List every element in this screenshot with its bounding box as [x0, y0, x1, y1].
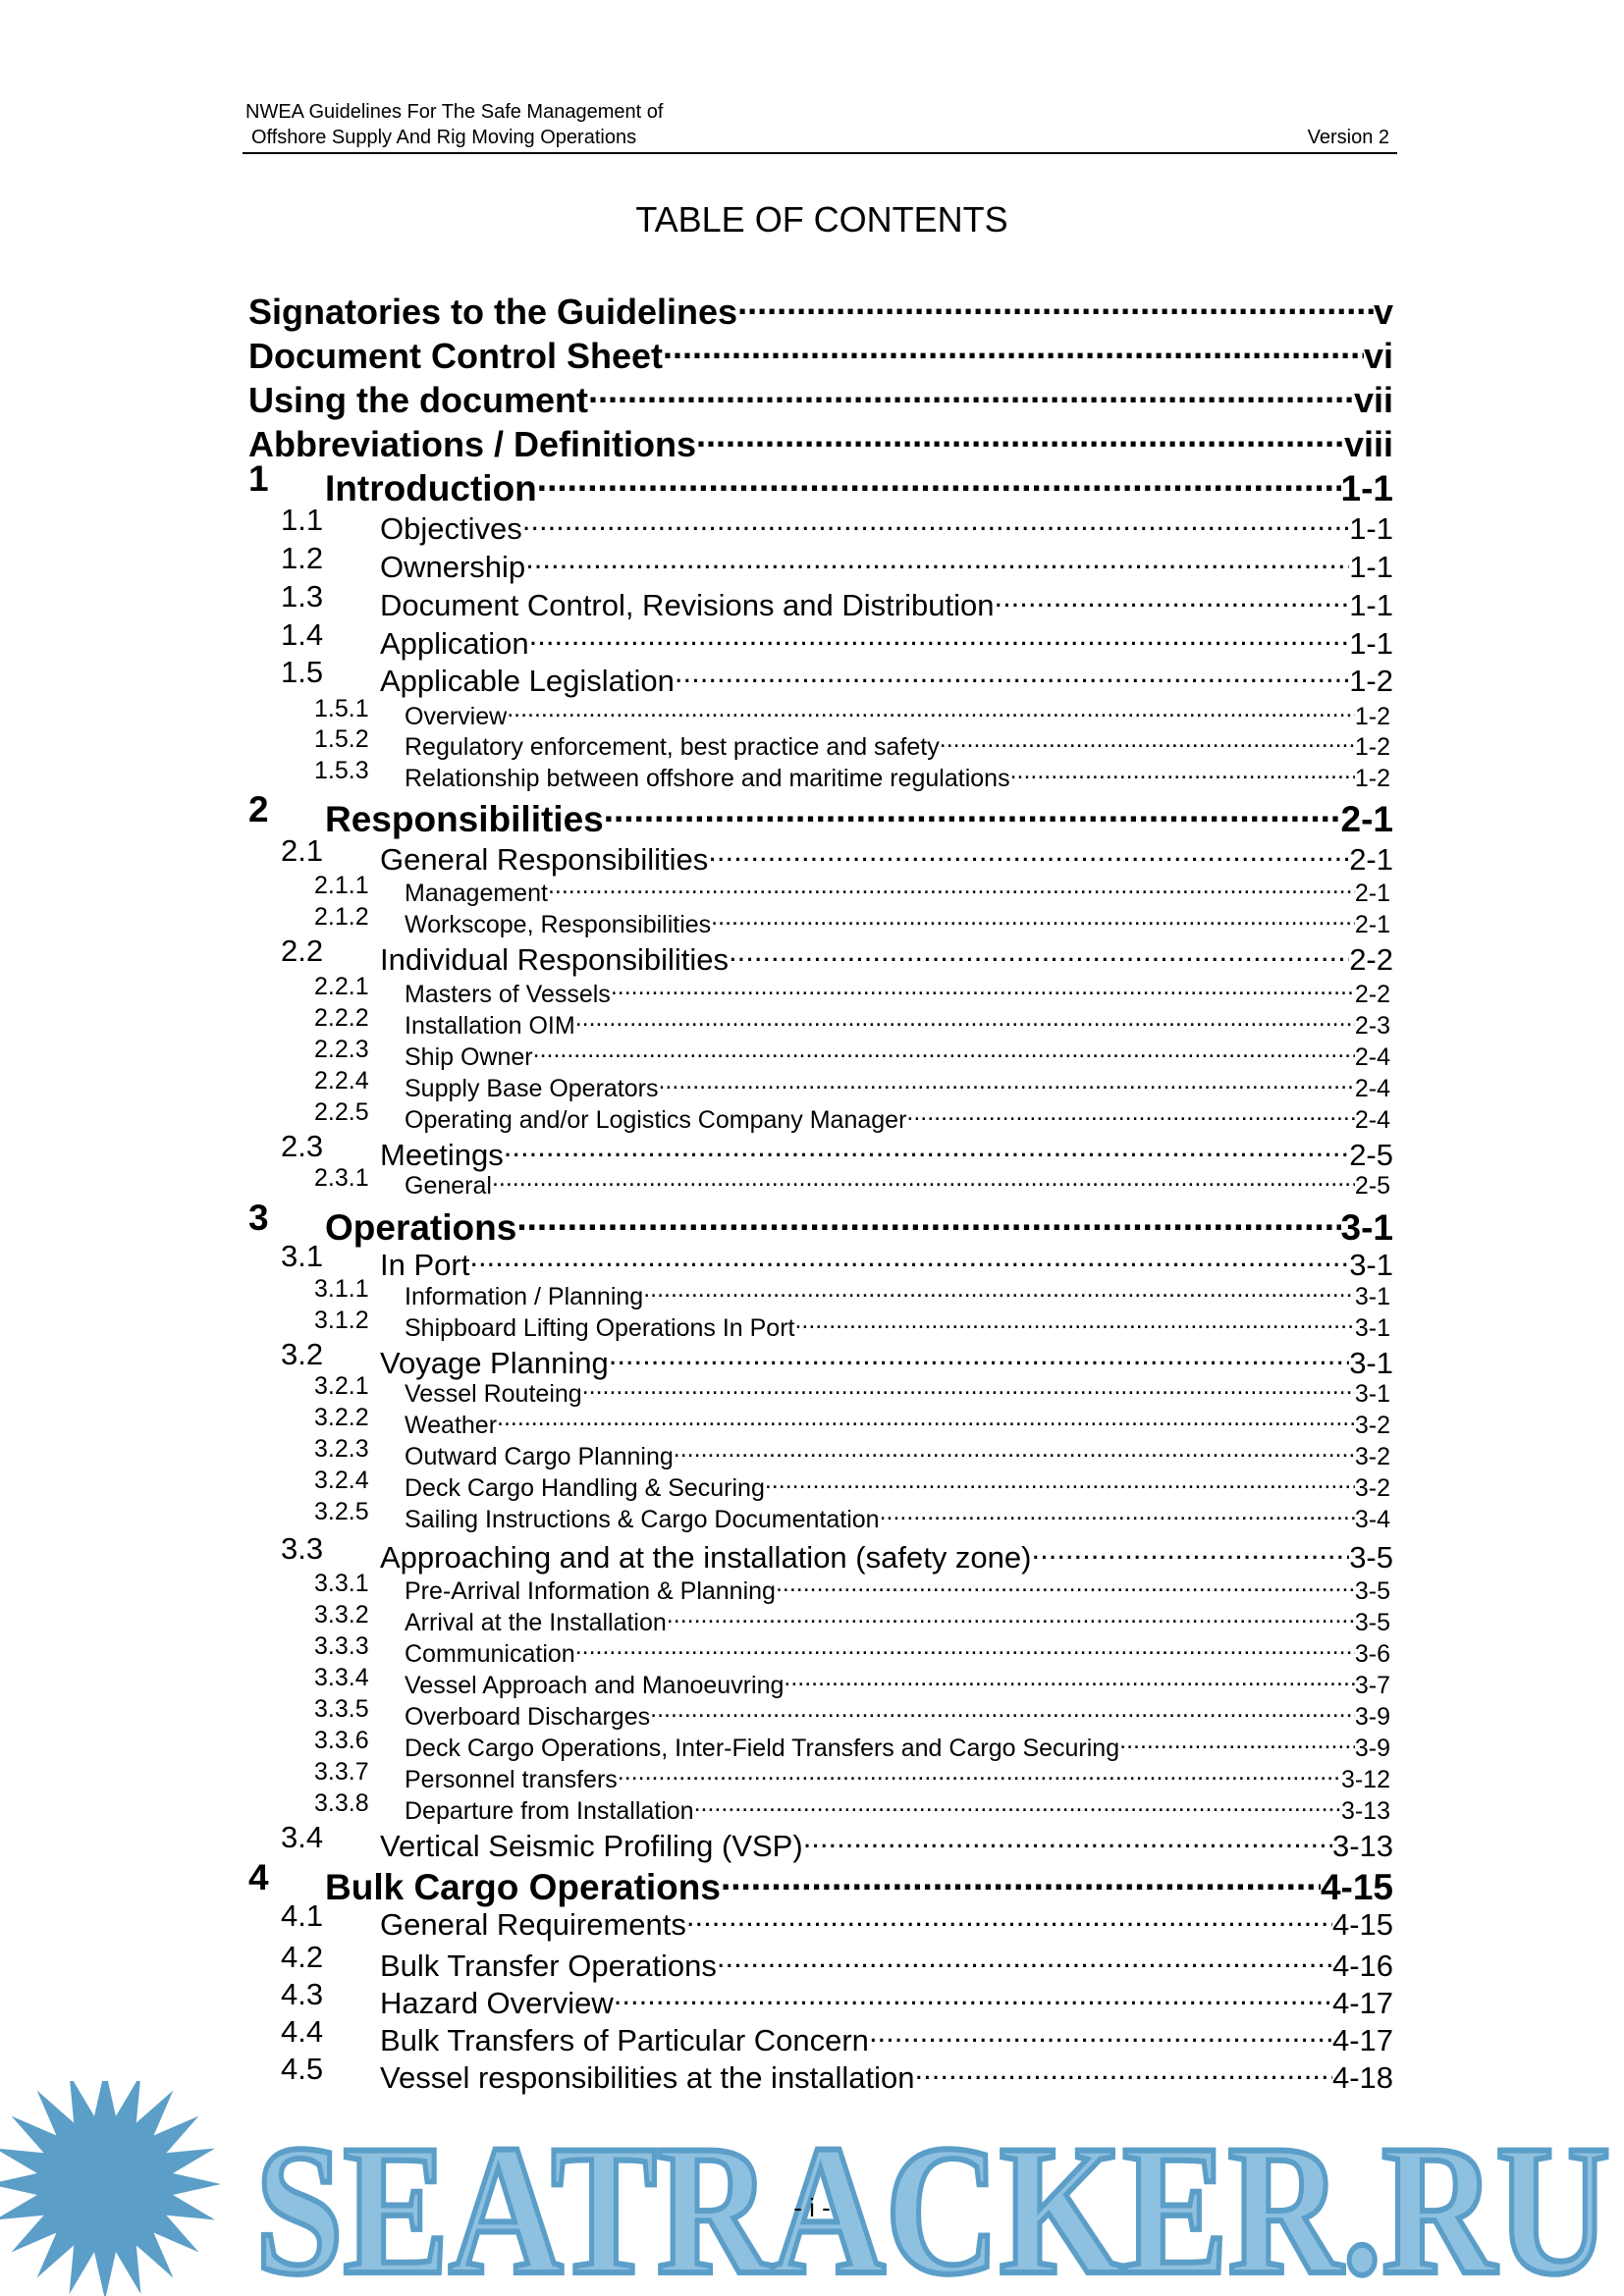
dot-leader — [614, 1976, 1332, 2013]
dot-leader — [611, 971, 1355, 1002]
toc-entry-page: 4-18 — [1331, 2060, 1393, 2095]
dot-leader — [469, 1238, 1349, 1275]
dot-leader — [643, 1273, 1355, 1305]
toc-subsection-entry[interactable] — [405, 901, 1390, 938]
toc-section-entry[interactable] — [380, 1976, 1393, 2020]
toc-entry-number: 3.1 — [281, 1239, 324, 1273]
toc-entry-page: 1-1 — [1349, 588, 1393, 622]
toc-entry-page: 3-4 — [1354, 1506, 1390, 1533]
toc-entry-title: Departure from Installation — [405, 1797, 694, 1825]
dot-leader — [765, 1465, 1355, 1496]
toc-subsection-entry[interactable] — [405, 1162, 1390, 1200]
toc-entry-number: 3.2.4 — [314, 1467, 369, 1494]
toc-section-entry[interactable] — [380, 1128, 1393, 1172]
toc-entry-title: General Responsibilities — [380, 842, 709, 877]
toc-entry-title: Arrival at the Installation — [405, 1609, 667, 1636]
toc-entry-number: 2.3.1 — [314, 1164, 369, 1192]
dot-leader — [575, 1630, 1355, 1662]
toc-section-entry[interactable] — [380, 1819, 1393, 1863]
toc-entry-number: 3 — [248, 1198, 269, 1238]
header-version: Version 2 — [1307, 127, 1389, 148]
toc-entry-number: 1.4 — [281, 617, 324, 652]
dot-leader — [618, 1756, 1341, 1788]
toc-entry-title: Sailing Instructions & Cargo Documentation — [405, 1506, 880, 1533]
toc-subsection-entry[interactable] — [405, 1273, 1390, 1310]
toc-entry-number: 2.2.5 — [314, 1098, 369, 1126]
toc-entry-title: Weather — [405, 1412, 498, 1439]
toc-entry-number: 2.2.3 — [314, 1036, 369, 1063]
toc-entry-number: 3.3.7 — [314, 1758, 369, 1786]
toc-entry-number: 3.3.6 — [314, 1727, 369, 1754]
page-number: - i - — [793, 2193, 831, 2222]
toc-entry-number: 3.3.2 — [314, 1601, 369, 1629]
watermark-text: SEATRACKER.RU — [255, 2108, 1610, 2296]
dot-leader — [675, 654, 1349, 691]
toc-subsection-entry[interactable] — [405, 1496, 1390, 1533]
toc-entry-title: Masters of Vessels — [405, 981, 611, 1008]
toc-entry-number: 2.2.2 — [314, 1004, 369, 1032]
toc-subsection-entry[interactable] — [405, 1002, 1390, 1040]
toc-entry-number: 3.3.5 — [314, 1695, 369, 1723]
toc-entry-number: 3.2.2 — [314, 1404, 369, 1431]
toc-entry-title: Operations — [325, 1207, 517, 1248]
toc-entry-title: Ship Owner — [405, 1043, 533, 1071]
toc-section-entry[interactable] — [380, 1530, 1393, 1575]
toc-entry-page: 1-2 — [1354, 765, 1390, 792]
toc-chapter-entry[interactable] — [325, 457, 1393, 508]
toc-entry-title: Supply Base Operators — [405, 1075, 659, 1102]
toc-entry-title: Hazard Overview — [380, 1986, 614, 2020]
toc-entry-number: 3.3.3 — [314, 1632, 369, 1660]
toc-entry-number: 2.1.1 — [314, 872, 369, 899]
toc-section-entry[interactable] — [380, 616, 1393, 661]
dot-leader — [994, 578, 1349, 615]
toc-entry-title: Vertical Seismic Profiling (VSP) — [380, 1829, 803, 1863]
dot-leader — [869, 2013, 1332, 2051]
dot-leader — [721, 1856, 1321, 1899]
toc-entry-title: Bulk Cargo Operations — [325, 1867, 721, 1907]
dot-leader — [492, 1162, 1355, 1194]
toc-entry-page: 3-9 — [1354, 1703, 1390, 1731]
toc-entry-number: 4.3 — [281, 1977, 324, 2011]
toc-entry-number: 2.1.2 — [314, 903, 369, 931]
toc-entry-page: 3-9 — [1354, 1735, 1390, 1762]
toc-entry-page: 4-15 — [1320, 1867, 1393, 1907]
toc-entry-page: 1-1 — [1349, 626, 1393, 661]
toc-entry-number: 2.2.1 — [314, 973, 369, 1000]
toc-entry-page: 3-1 — [1354, 1314, 1390, 1342]
toc-front-matter-entry[interactable] — [248, 369, 1393, 420]
toc-entry-page: 1-2 — [1354, 703, 1390, 730]
toc-entry-page: 3-2 — [1354, 1412, 1390, 1439]
toc-entry-number: 2.2.4 — [314, 1067, 369, 1095]
toc-entry-page: 3-1 — [1354, 1283, 1390, 1310]
toc-title: TABLE OF CONTENTS — [635, 199, 1008, 240]
dot-leader — [548, 870, 1355, 901]
dot-leader — [696, 413, 1344, 456]
toc-entry-number: 3.4 — [281, 1820, 324, 1854]
toc-subsection-entry[interactable] — [405, 870, 1390, 907]
dot-leader — [729, 933, 1349, 970]
toc-entry-page: 4-17 — [1331, 1986, 1393, 2020]
toc-entry-number: 3.1.1 — [314, 1275, 369, 1303]
toc-entry-page: 2-1 — [1354, 880, 1390, 907]
dot-leader — [504, 1128, 1349, 1165]
toc-section-entry[interactable] — [380, 1939, 1393, 1983]
dot-leader — [1119, 1725, 1355, 1756]
toc-entry-page: viii — [1343, 424, 1393, 464]
toc-chapter-entry[interactable] — [325, 1856, 1393, 1907]
sun-logo-icon — [0, 2081, 221, 2296]
toc-entry-title: Document Control Sheet — [248, 336, 664, 376]
dot-leader — [604, 788, 1341, 831]
toc-entry-title: Ownership — [380, 550, 526, 584]
dot-leader — [609, 1336, 1349, 1373]
toc-subsection-entry[interactable] — [405, 693, 1390, 730]
toc-entry-page: 3-13 — [1340, 1797, 1390, 1825]
toc-entry-page: 1-1 — [1340, 468, 1393, 508]
dot-leader — [516, 1197, 1340, 1240]
toc-subsection-entry[interactable] — [405, 1599, 1390, 1636]
toc-entry-number: 1.2 — [281, 541, 324, 575]
toc-entry-title: Approaching and at the installation (safety zone) — [380, 1540, 1032, 1575]
toc-section-entry[interactable] — [380, 933, 1393, 977]
toc-front-matter-entry[interactable] — [248, 413, 1393, 464]
toc-entry-title: Using the document — [248, 380, 589, 420]
watermark — [0, 2081, 1624, 2296]
dot-leader — [880, 1496, 1355, 1527]
dot-leader — [737, 281, 1374, 324]
toc-entry-number: 1.3 — [281, 579, 324, 614]
toc-subsection-entry[interactable] — [405, 1096, 1390, 1134]
toc-subsection-entry[interactable] — [405, 1788, 1390, 1825]
toc-entry-number: 2.1 — [281, 833, 324, 868]
toc-entry-page: 1-2 — [1349, 664, 1393, 698]
toc-entry-title: Overboard Discharges — [405, 1703, 651, 1731]
toc-entry-title: General — [405, 1172, 492, 1200]
dot-leader — [784, 1662, 1354, 1693]
toc-entry-number: 1.5.3 — [314, 757, 369, 784]
toc-subsection-entry[interactable] — [405, 1305, 1390, 1342]
toc-entry-page: 3-1 — [1349, 1346, 1393, 1380]
toc-entry-number: 2.2 — [281, 934, 324, 968]
toc-entry-page: 1-1 — [1349, 511, 1393, 546]
toc-entry-title: Objectives — [380, 511, 522, 546]
toc-entry-title: Applicable Legislation — [380, 664, 675, 698]
toc-section-entry[interactable] — [380, 1897, 1393, 1942]
toc-entry-title: Overview — [405, 703, 508, 730]
toc-entry-title: Deck Cargo Handling & Securing — [405, 1474, 765, 1502]
toc-subsection-entry[interactable] — [405, 1756, 1390, 1793]
toc-subsection-entry[interactable] — [405, 1693, 1390, 1731]
toc-subsection-entry[interactable] — [405, 1630, 1390, 1668]
toc-entry-page: 2-2 — [1354, 981, 1390, 1008]
toc-entry-page: 4-17 — [1331, 2023, 1393, 2057]
dot-leader — [582, 1370, 1355, 1402]
toc-entry-page: 3-13 — [1331, 1829, 1393, 1863]
dot-leader — [694, 1788, 1341, 1819]
toc-subsection-entry[interactable] — [405, 1662, 1390, 1699]
toc-entry-title: Workscope, Responsibilities — [405, 911, 712, 938]
toc-entry-title: Relationship between offshore and maritime regulations — [405, 765, 1010, 792]
dot-leader — [667, 1599, 1355, 1630]
dot-leader — [507, 693, 1355, 724]
toc-entry-page: 3-7 — [1354, 1672, 1390, 1699]
toc-chapter-entry[interactable] — [325, 788, 1393, 839]
toc-entry-title: Information / Planning — [405, 1283, 644, 1310]
toc-section-entry[interactable] — [380, 654, 1393, 698]
toc-section-entry[interactable] — [380, 540, 1393, 584]
toc-entry-number: 1 — [248, 458, 269, 499]
toc-entry-page: 2-4 — [1354, 1075, 1390, 1102]
toc-entry-number: 3.2 — [281, 1337, 324, 1371]
dot-leader — [711, 901, 1355, 933]
toc-entry-page: 2-4 — [1354, 1106, 1390, 1134]
toc-entry-number: 3.3.8 — [314, 1789, 369, 1817]
toc-entry-number: 3.3 — [281, 1531, 324, 1566]
toc-section-entry[interactable] — [380, 2013, 1393, 2057]
toc-entry-title: Vessel Approach and Manoeuvring — [405, 1672, 785, 1699]
toc-entry-title: Document Control, Revisions and Distribution — [380, 588, 995, 622]
toc-entry-number: 1.5.2 — [314, 725, 369, 753]
toc-entry-number: 2.3 — [281, 1129, 324, 1163]
toc-entry-title: Communication — [405, 1640, 575, 1668]
toc-entry-page: 3-2 — [1354, 1474, 1390, 1502]
toc-entry-page: 3-2 — [1354, 1443, 1390, 1470]
toc-entry-number: 1.5 — [281, 655, 324, 689]
toc-subsection-entry[interactable] — [405, 755, 1390, 792]
dot-leader — [940, 723, 1355, 755]
toc-entry-number: 1.5.1 — [314, 695, 369, 722]
toc-front-matter-entry[interactable] — [248, 281, 1393, 332]
toc-entry-number: 2 — [248, 789, 269, 829]
toc-entry-number: 3.2.3 — [314, 1435, 369, 1463]
toc-entry-page: 3-6 — [1354, 1640, 1390, 1668]
dot-leader — [1010, 755, 1355, 786]
toc-entry-title: Pre-Arrival Information & Planning — [405, 1577, 776, 1605]
toc-subsection-entry[interactable] — [405, 723, 1390, 761]
toc-entry-number: 4.1 — [281, 1898, 324, 1933]
toc-entry-title: Installation OIM — [405, 1012, 575, 1040]
dot-leader — [674, 1433, 1355, 1465]
toc-entry-title: Introduction — [325, 468, 537, 508]
toc-entry-page: 4-15 — [1331, 1907, 1393, 1942]
dot-leader — [525, 540, 1349, 577]
toc-entry-page: 1-1 — [1349, 550, 1393, 584]
toc-entry-title: Bulk Transfer Operations — [380, 1949, 717, 1983]
toc-entry-number: 1.1 — [281, 503, 324, 537]
toc-entry-title: Meetings — [380, 1138, 504, 1172]
dot-leader — [650, 1693, 1355, 1725]
dot-leader — [663, 325, 1364, 368]
toc-entry-number: 3.2.1 — [314, 1372, 369, 1400]
toc-entry-title: Responsibilities — [325, 799, 604, 839]
toc-entry-page: vi — [1363, 336, 1393, 376]
toc-entry-title: Signatories to the Guidelines — [248, 292, 738, 332]
toc-entry-page: 2-4 — [1354, 1043, 1390, 1071]
dot-leader — [1031, 1530, 1349, 1568]
toc-chapter-entry[interactable] — [325, 1197, 1393, 1248]
toc-subsection-entry[interactable] — [405, 1065, 1390, 1102]
toc-section-entry[interactable] — [380, 578, 1393, 622]
toc-entry-page: 2-1 — [1354, 911, 1390, 938]
dot-leader — [776, 1568, 1355, 1599]
toc-entry-page: 2-5 — [1354, 1172, 1390, 1200]
toc-entry-page: 1-2 — [1354, 733, 1390, 761]
toc-subsection-entry[interactable] — [405, 1370, 1390, 1408]
header-line-1: NWEA Guidelines For The Safe Management of — [245, 101, 664, 123]
toc-entry-page: v — [1373, 292, 1393, 332]
dot-leader — [575, 1002, 1355, 1034]
dot-leader — [717, 1939, 1332, 1976]
toc-entry-page: 2-3 — [1354, 1012, 1390, 1040]
header-line-2: Offshore Supply And Rig Moving Operations — [251, 127, 637, 148]
dot-leader — [497, 1402, 1355, 1433]
toc-entry-page: 2-5 — [1349, 1138, 1393, 1172]
toc-subsection-entry[interactable] — [405, 971, 1390, 1008]
toc-entry-title: Individual Responsibilities — [380, 942, 729, 977]
dot-leader — [529, 616, 1350, 654]
toc-front-matter-entry[interactable] — [248, 325, 1393, 376]
toc-entry-page: 4-16 — [1331, 1949, 1393, 1983]
toc-entry-title: Outward Cargo Planning — [405, 1443, 674, 1470]
toc-entry-title: General Requirements — [380, 1907, 686, 1942]
toc-entry-page: vii — [1353, 380, 1393, 420]
toc-entry-page: 2-2 — [1349, 942, 1393, 977]
toc-entry-number: 3.2.5 — [314, 1498, 369, 1525]
toc-entry-page: 3-1 — [1349, 1248, 1393, 1282]
toc-entry-title: Bulk Transfers of Particular Concern — [380, 2023, 869, 2057]
dot-leader — [686, 1897, 1332, 1935]
toc-entry-number: 4 — [248, 1857, 269, 1897]
header-document-title — [245, 99, 663, 150]
toc-entry-number: 3.3.1 — [314, 1570, 369, 1597]
toc-entry-number: 3.3.4 — [314, 1664, 369, 1691]
toc-entry-title: In Port — [380, 1248, 470, 1282]
toc-entry-page: 3-12 — [1340, 1766, 1390, 1793]
dot-leader — [588, 369, 1354, 412]
toc-entry-title: Management — [405, 880, 548, 907]
toc-entry-title: Operating and/or Logistics Company Manager — [405, 1106, 907, 1134]
toc-entry-title: Abbreviations / Definitions — [248, 424, 697, 464]
toc-entry-page: 2-1 — [1349, 842, 1393, 877]
toc-subsection-entry[interactable] — [405, 1034, 1390, 1071]
toc-entry-page: 2-1 — [1340, 799, 1393, 839]
toc-entry-title: Application — [380, 626, 529, 661]
toc-subsection-entry[interactable] — [405, 1465, 1390, 1502]
toc-entry-number: 4.5 — [281, 2052, 324, 2086]
toc-subsection-entry[interactable] — [405, 1725, 1390, 1762]
dot-leader — [658, 1065, 1354, 1096]
toc-subsection-entry[interactable] — [405, 1433, 1390, 1470]
dot-leader — [708, 832, 1349, 870]
toc-entry-number: 3.1.2 — [314, 1307, 369, 1334]
dot-leader — [794, 1305, 1354, 1336]
toc-entry-page: 3-5 — [1349, 1540, 1393, 1575]
toc-section-entry[interactable] — [380, 832, 1393, 877]
toc-entry-page: 3-1 — [1354, 1380, 1390, 1408]
toc-section-entry[interactable] — [380, 502, 1393, 546]
toc-entry-title: Shipboard Lifting Operations In Port — [405, 1314, 795, 1342]
toc-entry-page: 3-1 — [1340, 1207, 1393, 1248]
dot-leader — [803, 1819, 1332, 1856]
toc-entry-title: Vessel responsibilities at the installation — [380, 2060, 915, 2095]
toc-entry-page: 3-5 — [1354, 1609, 1390, 1636]
toc-entry-title: Personnel transfers — [405, 1766, 618, 1793]
toc-subsection-entry[interactable] — [405, 1568, 1390, 1605]
toc-entry-number: 4.4 — [281, 2014, 324, 2049]
toc-entry-title: Deck Cargo Operations, Inter-Field Transfers and Cargo Securing — [405, 1735, 1120, 1762]
dot-leader — [522, 502, 1349, 539]
toc-entry-page: 3-5 — [1354, 1577, 1390, 1605]
toc-entry-title: Vessel Routeing — [405, 1380, 582, 1408]
toc-entry-title: Voyage Planning — [380, 1346, 609, 1380]
toc-section-entry[interactable] — [380, 1336, 1393, 1380]
toc-subsection-entry[interactable] — [405, 1402, 1390, 1439]
toc-entry-title: Regulatory enforcement, best practice and safety — [405, 733, 940, 761]
running-header — [243, 97, 1397, 154]
dot-leader — [533, 1034, 1355, 1065]
dot-leader — [537, 457, 1341, 501]
toc-section-entry[interactable] — [380, 1238, 1393, 1282]
dot-leader — [906, 1096, 1354, 1128]
toc-entry-number: 4.2 — [281, 1940, 324, 1974]
